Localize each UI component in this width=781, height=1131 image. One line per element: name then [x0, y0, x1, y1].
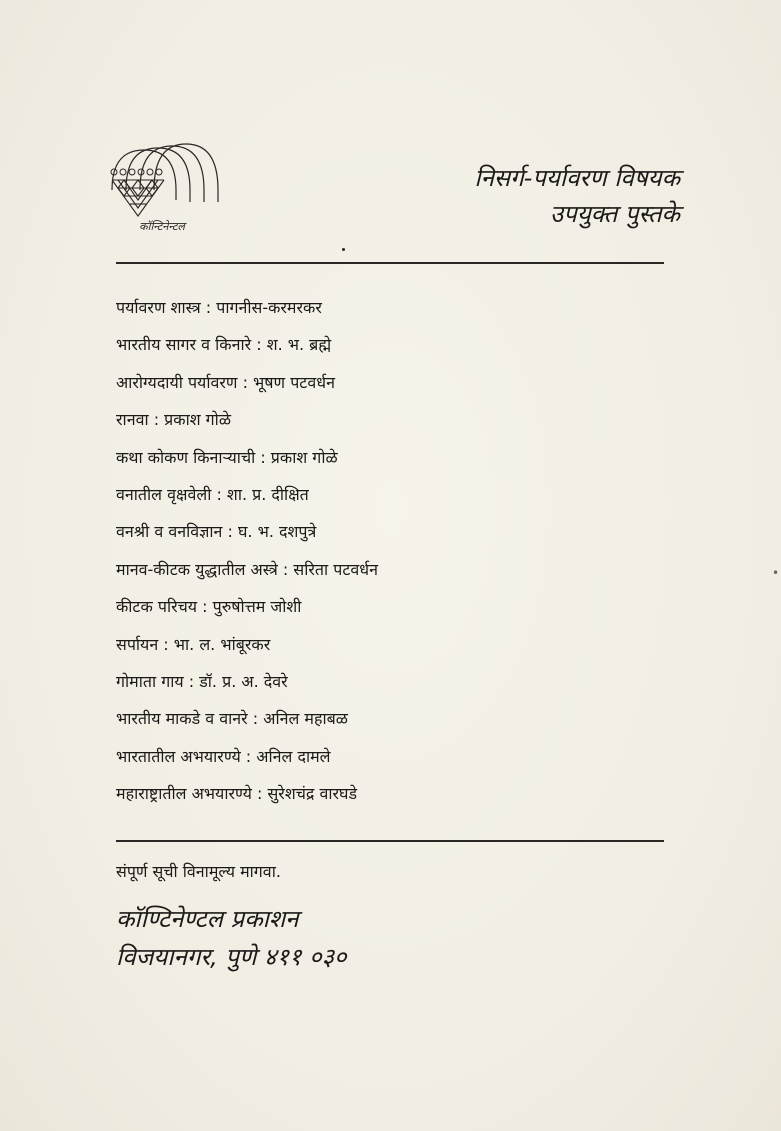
- logo-lattice: [112, 180, 164, 216]
- book-item: भारतीय सागर व किनारे : श. भ. ब्रह्मे: [116, 335, 332, 355]
- top-divider: [116, 262, 664, 264]
- book-list: [116, 294, 676, 817]
- book-item: वनश्री व वनविज्ञान : घ. भ. दशपुत्रे: [116, 522, 317, 542]
- book-item: आरोग्यदायी पर्यावरण : भूषण पटवर्धन: [116, 372, 335, 392]
- book-item: महाराष्ट्रातील अभयारण्ये : सुरेशचंद्र वारघडे: [116, 784, 358, 804]
- book-item: भारतातील अभयारण्ये : अनिल दामले: [116, 746, 331, 766]
- publisher-name: कॉण्टिनेण्टल प्रकाशन: [116, 905, 299, 933]
- book-item: सर्पायन : भा. ल. भांबूरकर: [116, 634, 271, 654]
- book-item: भारतीय माकडे व वानरे : अनिल महाबळ: [116, 709, 348, 729]
- publisher-address: विजयानगर, पुणे ४११ ०३०: [116, 943, 347, 971]
- list-heading: [420, 160, 680, 232]
- heading-line-2: उपयुक्त पुस्तके: [550, 200, 680, 228]
- bottom-divider: [116, 840, 664, 842]
- book-item: पर्यावरण शास्त्र : पागनीस-करमरकर: [116, 298, 322, 317]
- logo-wordmark: कॉन्टिनेन्टल: [139, 220, 185, 233]
- heading-line-1: निसर्ग-पर्यावरण विषयक: [474, 164, 680, 192]
- edge-mark: •: [772, 566, 780, 580]
- book-item: गोमाता गाय : डॉ. प्र. अ. देवरे: [116, 671, 288, 691]
- publisher-block: [116, 900, 347, 976]
- publisher-logo: [104, 140, 224, 236]
- book-item: कथा कोकण किनाऱ्याची : प्रकाश गोळे: [116, 447, 338, 467]
- book-item: मानव-कीटक युद्धातील अस्त्रे : सरिता पटवर्धन: [116, 559, 379, 579]
- book-item: रानवा : प्रकाश गोळे: [116, 410, 231, 430]
- print-speck: [342, 248, 345, 251]
- book-item: वनातील वृक्षवेली : शा. प्र. दीक्षित: [116, 484, 309, 504]
- logo-circles: [111, 169, 162, 175]
- catalog-note: संपूर्ण सूची विनामूल्य मागवा.: [116, 862, 281, 881]
- book-item: कीटक परिचय : पुरुषोत्तम जोशी: [116, 597, 302, 617]
